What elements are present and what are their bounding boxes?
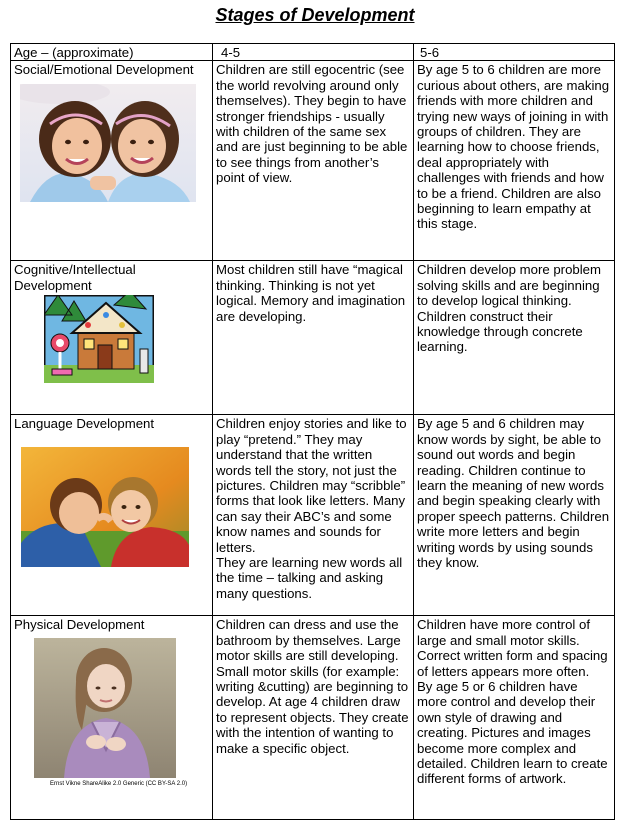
row-label: Social/Emotional Development xyxy=(14,62,194,78)
two-smiling-girls-photo xyxy=(20,84,209,202)
two-boys-whispering-photo xyxy=(21,447,209,567)
table-row xyxy=(11,415,615,616)
row-label-cell xyxy=(11,61,213,261)
cell-paragraph: Children have more control of large and small motor skills. Correct written form and spacing of letters appears more often. xyxy=(417,617,608,679)
cell-paragraph: They are learning new words all the time – talking and asking many questions. xyxy=(216,555,403,601)
header-5-6: 5-6 xyxy=(414,44,615,61)
row-label-cell xyxy=(11,261,213,415)
cell-4-5 xyxy=(213,616,414,820)
cell-paragraph: Most children still have “magical thinking. Thinking is not yet logical. Memory and imagination are developing. xyxy=(216,262,406,324)
table-row xyxy=(11,261,615,415)
cell-4-5 xyxy=(213,61,414,261)
cell-paragraph: Children develop more problem solving skills and are beginning to develop logical thinking. Children construct their knowledge through concrete learning. xyxy=(417,262,601,355)
row-label-cell xyxy=(11,616,213,820)
stages-table xyxy=(10,43,615,820)
cell-4-5 xyxy=(213,415,414,616)
header-age: Age – (approximate) xyxy=(11,44,213,61)
cell-paragraph: By age 5 or 6 children have more control and develop their own style of drawing and creating. Pictures and images become more complex and detailed. Children learn to create different forms of artwork. xyxy=(417,679,608,787)
table-row xyxy=(11,616,615,820)
row-label: Cognitive/Intellectual Development xyxy=(14,262,136,293)
table-row xyxy=(11,61,615,261)
cell-paragraph: Children can dress and use the bathroom by themselves. Large motor skills are still developing. Small motor skills (for example: writing &cutting) are beginning to develop. At age 4 children draw to represent objects. They create with the intention of wanting to make a specific object. xyxy=(216,617,409,756)
girl-buttoning-sweater-photo xyxy=(34,638,209,778)
cell-paragraph: Children enjoy stories and like to play “pretend.” They may understand that the written words tell the story, not just the pictures. Children may “scribble” forms that look like letters. Many can say their ABC’s and some know names and sounds for letters. xyxy=(216,416,407,555)
cell-5-6 xyxy=(414,61,615,261)
cell-5-6 xyxy=(414,261,615,415)
cell-paragraph: Children are still egocentric (see the world revolving around only themselves). They begin to have stronger friendships - usually with children of the same sex and are just beginning to be able to see things from another’s point of view. xyxy=(216,62,408,186)
row-label: Physical Development xyxy=(14,617,145,633)
table-header-row xyxy=(11,44,615,61)
cell-5-6 xyxy=(414,616,615,820)
row-label: Language Development xyxy=(14,416,155,432)
gingerbread-house-illustration xyxy=(44,295,209,383)
row-label-cell xyxy=(11,415,213,616)
cell-4-5 xyxy=(213,261,414,415)
page-title: Stages of Development xyxy=(215,5,415,25)
cell-5-6 xyxy=(414,415,615,616)
cell-paragraph: By age 5 and 6 children may know words by sight, be able to sound out words and begin reading. Children continue to learn the meaning of new words and begin speaking clearly with proper speech patterns. Children write more letters and begin writing words by using sounds they know. xyxy=(417,416,610,571)
image-credit-caption: Ernst Vikne ShareAlike 2.0 Generic (CC BY-SA 2.0) xyxy=(50,780,188,787)
header-4-5: 4-5 xyxy=(213,44,414,61)
cell-paragraph: By age 5 to 6 children are more curious about others, are making friends with more children and trying new ways of joining in with groups of children. They are learning how to choose friends, deal appropriately with challenges with friends and how to be a friend. Children are also beginning to learn empathy at this stage. xyxy=(417,62,610,232)
